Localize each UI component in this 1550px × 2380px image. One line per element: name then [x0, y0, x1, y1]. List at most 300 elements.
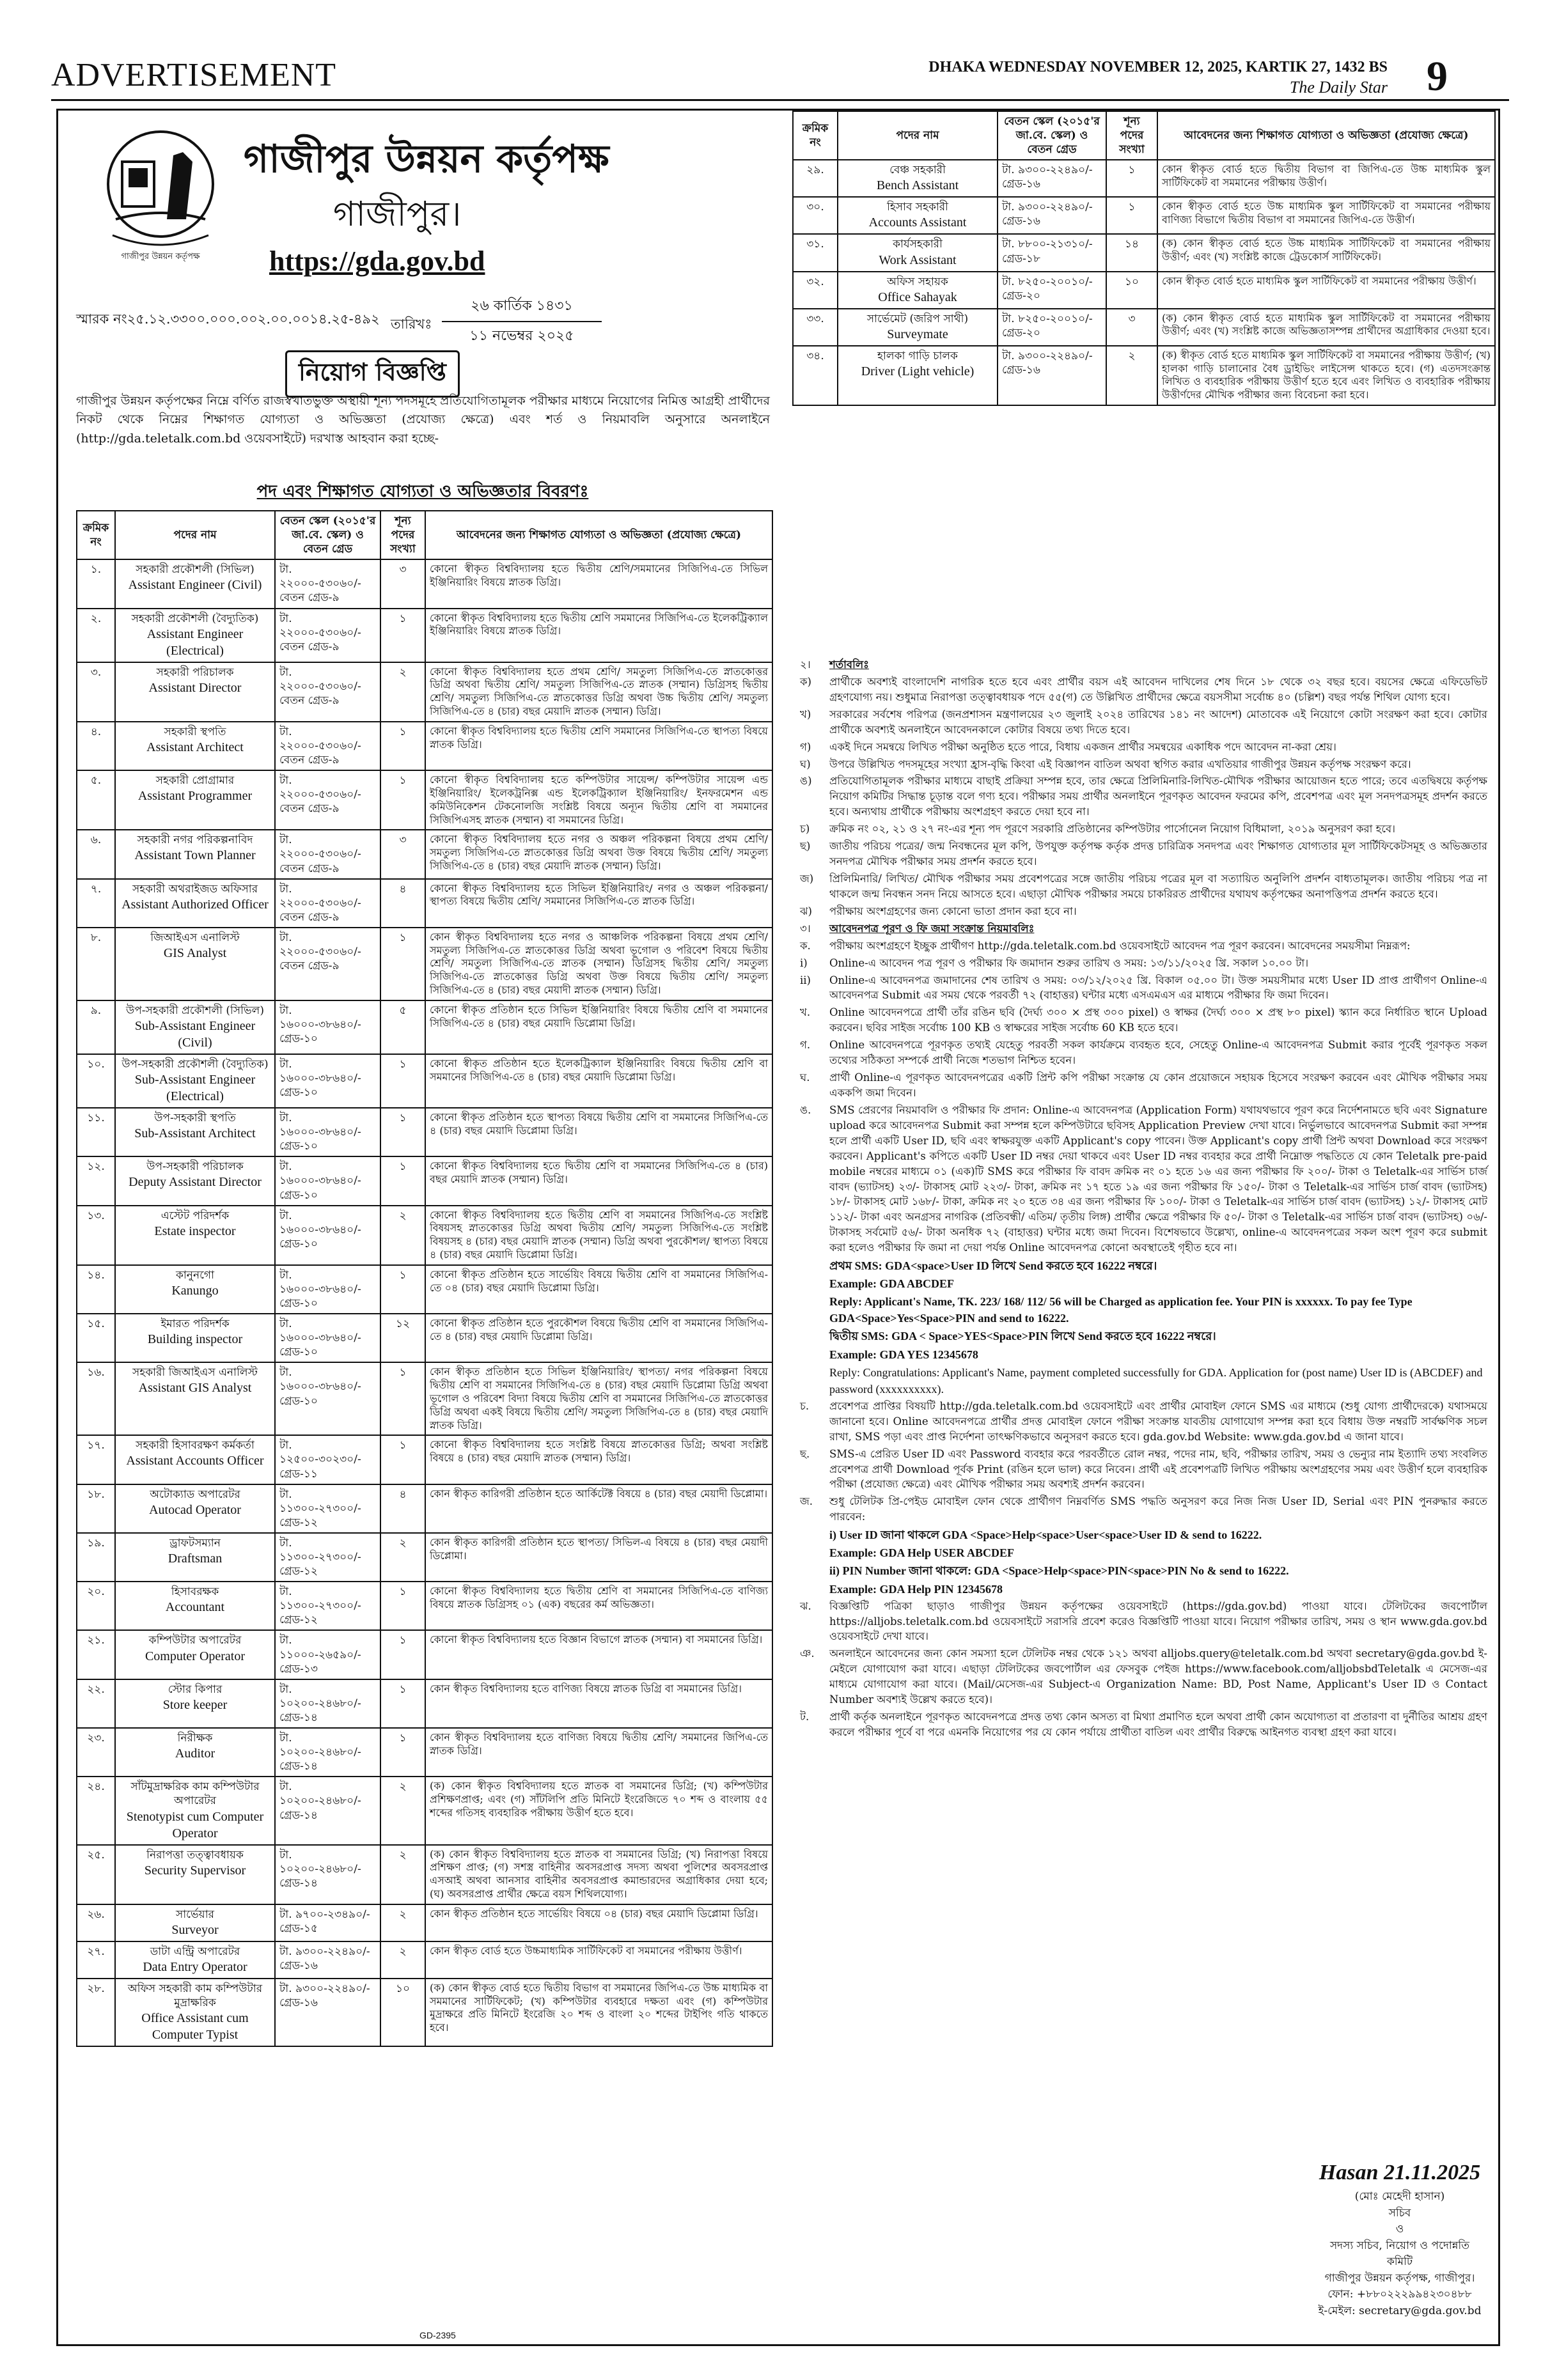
table-row [77, 1777, 772, 1844]
dateline: DHAKA WEDNESDAY NOVEMBER 12, 2025, KARTIK 27, 1432 BS [928, 59, 1388, 75]
requirement-cell: কোনো স্বীকৃত বিশ্ববিদ্যালয় হতে দ্বিতীয় শ্রেণি বা সমমানের সিজিপিএ-তে সংশ্লিষ্ট বিষয়সহ স্নাতকোত্তর ডিগ্রি অথবা দ্বিতীয় শ্রেণি/ সমতুল্য সিজিপিএ-তে সংশ্লিষ্ট বিষয়সহ ৪ (চার) বছর মেয়াদি স্নাতক (সম্মান) ডিগ্রি অথবা পুরকৌশল/ স্থাপত্য বিষয়ে ৪ (চার) বছর মেয়াদি ডিপ্লোমা ডিগ্রি। [425, 1206, 772, 1265]
term-item [800, 757, 1487, 772]
requirement-cell: কোন স্বীকৃত বোর্ড হতে উচ্চ মাধ্যমিক স্কুল সার্টিফিকেট বা সমমানের পরীক্ষায় বাণিজ্য বিভাগে দ্বিতীয় বিভাগ বা সমমানের জিপিএ-তে উত্তীর্ণ। [1157, 197, 1495, 234]
serial-cell: ১৭. [77, 1435, 115, 1484]
table-row [77, 1435, 772, 1484]
vacancy-cell: ১ [380, 1362, 425, 1435]
post-name-bn: কানুনগো [175, 1268, 215, 1282]
vacancy-cell: ২ [380, 1777, 425, 1844]
table-row [77, 559, 772, 608]
term-item [800, 1599, 1487, 1645]
post-cell [115, 1533, 275, 1582]
term-item [800, 956, 1487, 971]
post-cell [115, 1941, 275, 1979]
post-name-bn: অফিস সহায়ক [887, 275, 948, 288]
post-name-bn: উপ-সহকারী স্থপতি [154, 1112, 236, 1125]
term-item [800, 774, 1487, 820]
col-requirement: আবেদনের জন্য শিক্ষাগত যোগ্যতা ও অভিজ্ঞতা (প্রযোজ্য ক্ষেত্রে) [1157, 111, 1495, 160]
signatory-name: (মোঃ মেহেদী হাসান) [1354, 2190, 1445, 2203]
serial-cell: ২১. [77, 1630, 115, 1679]
table-row [77, 1054, 772, 1108]
post-cell [838, 272, 998, 309]
requirement-cell: কোনো স্বীকৃত বিশ্ববিদ্যালয় হতে বিজ্ঞান বিভাগে স্নাতক (সম্মান) বা সমমানের ডিগ্রি। [425, 1630, 772, 1679]
serial-cell: ১৮. [77, 1484, 115, 1533]
term-key: ছ) [800, 840, 811, 853]
requirement-cell: কোনো স্বীকৃত বিশ্ববিদ্যালয় হতে প্রথম শ্রেণি/ সমতুল্য সিজিপিএ-তে স্নাতকোত্তর ডিগ্রি অথবা দ্বিতীয় শ্রেণি/ সমতুল্য সিজিপিএ-তে স্নাতক (সম্মান) ডিগ্রিসহ দ্বিতীয় শ্রেণি/ সমতুল্য সিজিপিএ-তে স্নাতকোত্তর ডিগ্রি অথবা উচ্চ দ্বিতীয় শ্রেণি/ সমতুল্য সিজিপিএ-তে ৪ (চার) বছর মেয়াদি স্নাতক (সম্মান) ডিগ্রি। [425, 662, 772, 722]
term-item [800, 839, 1487, 869]
requirement-cell: কোনো স্বীকৃত বিশ্ববিদ্যালয় হতে সিভিল ইঞ্জিনিয়ারিং/ নগর ও অঞ্চল পরিকল্পনা/ স্থাপত্য বিষয়ে দ্বিতীয় শ্রেণি/ সমমানের সিজিপিএ-তে স্নাতক ডিগ্রি। [425, 879, 772, 928]
posts-body-left [77, 559, 772, 2046]
requirement-cell: কোনো স্বীকৃত প্রতিষ্ঠান হতে সার্ভেয়িং বিষয়ে দ্বিতীয় শ্রেণি বা সমমানের সিজিপিএ-তে ০৪ (চার) বছর মেয়াদি ডিপ্লোমা ডিগ্রি। [425, 1265, 772, 1314]
post-cell [115, 1728, 275, 1777]
serial-cell: ২৭. [77, 1941, 115, 1979]
signature-block [1317, 2156, 1483, 2319]
scale-cell: টা. ১২৫০০-৩০২৩০/- গ্রেড-১১ [275, 1435, 380, 1484]
post-cell [115, 722, 275, 770]
post-name-en: Data Entry Operator [143, 1959, 247, 1974]
scale-cell: টা. ১১৩০০-২৭৩০০/- গ্রেড-১২ [275, 1484, 380, 1533]
post-cell [115, 1630, 275, 1679]
table-row [77, 662, 772, 722]
requirement-cell: কোনো স্বীকৃত বিশ্ববিদ্যালয় হতে নগর ও অঞ্চল পরিকল্পনা বিষয়ে প্রথম শ্রেণি/ সমতুল্য সিজিপিএ-তে স্নাতকোত্তর ডিগ্রি অথবা উক্ত বিষয়ে দ্বিতীয় শ্রেণি/ সমতুল্য সিজিপিএ-তে ৪ (চার) বছর মেয়াদি স্নাতক (সম্মান) ডিগ্রি। [425, 830, 772, 878]
term-text: জাতীয় পরিচয় পত্রের/ জন্ম নিবন্ধনের মূল কপি, উপযুক্ত কর্তৃপক্ষ কর্তৃক প্রদত্ত চারিত্রিক সনদপত্র এবং শিক্ষাগত যোগ্যতার মূল সার্টিফিকেটসমূহ ও অভিজ্ঞতার সনদপত্র মৌখিক পরীক্ষার সময় প্রদর্শন করতে হবে। [829, 840, 1487, 868]
notice-title: নিয়োগ বিজ্ঞপ্তি [285, 350, 460, 398]
post-name-bn: সাঁটমুদ্রাক্ষরিক কাম কম্পিউটার অপারেটর [130, 1780, 260, 1808]
vacancy-cell: ২ [380, 1904, 425, 1941]
post-name-bn: হিসাবরক্ষক [171, 1585, 219, 1599]
newspaper-name: The Daily Star [1289, 78, 1388, 97]
post-name-bn: সার্ভেমেট (জরিপ সাথী) [866, 312, 969, 325]
term-item [800, 674, 1487, 705]
vacancy-cell: ১ [380, 1265, 425, 1314]
requirement-cell: কোনো স্বীকৃত প্রতিষ্ঠান হতে সিভিল ইঞ্জিনিয়ারিং বিষয়ে দ্বিতীয় শ্রেণি বা সমমানের সিজিপিএ-তে ৪ (চার) বছর মেয়াদি ডিপ্লোমা ডিগ্রি। [425, 1000, 772, 1054]
signatory-org: গাজীপুর উন্নয়ন কর্তৃপক্ষ, গাজীপুর। [1324, 2271, 1475, 2285]
post-name-bn: হিসাব সহকারী [886, 201, 949, 214]
scale-cell: টা. ৯৩০০-২২৪৯০/- গ্রেড-১৬ [998, 160, 1106, 197]
scale-cell: টা. ১১৩০০-২৭৩০০/- গ্রেড-১২ [275, 1582, 380, 1630]
post-name-en: Draftsman [168, 1552, 223, 1566]
table-row [793, 234, 1495, 271]
sms-reply-1: Reply: Applicant's Name, TK. 223/ 168/ 112/ 56 will be Charged as application fee. Your PIN is xxxxxx. To pay fee Type GDA<Space>Yes<Space>PIN and send to 16222. [829, 1295, 1413, 1325]
term-key: চ. [800, 1399, 810, 1412]
term-key: ঝ. [800, 1599, 811, 1612]
table-row [77, 770, 772, 830]
table-row [77, 1904, 772, 1941]
term-key: ছ. [800, 1447, 810, 1460]
post-name-bn: অটোক্যাড অপারেটর [150, 1488, 240, 1501]
serial-cell: ৬. [77, 830, 115, 878]
col-vacancy: শূন্য পদের সংখ্যা [1106, 111, 1157, 160]
post-cell [115, 1777, 275, 1844]
term-text: উপরে উল্লিখিত পদসমূহের সংখ্যা হ্রাস-বৃদ্ধি কিংবা এই বিজ্ঞাপন বাতিল অথবা স্থগিত করার এখতিয়ার গাজীপুর উন্নয়ন কর্তৃপক্ষ সংরক্ষণ করে। [829, 758, 1411, 770]
scale-cell: টা. ৯৩০০-২২৪৯০/- গ্রেড-১৬ [275, 1979, 380, 2046]
term-text: প্রার্থীকে অবশ্যই বাংলাদেশি নাগরিক হতে হবে এবং প্রার্থীর বয়স এই আবেদন দাখিলের শেষ দিনে ১৮ থেকে ৩২ বছর হবে। বয়সের ক্ষেত্রে এফিডেভিট গ্রহণযোগ্য নয়। শুধুমাত্র নিরাপত্তা তত্ত্বাবধায়ক পদে ৫৫(গ) তে উল্লিখিত প্রার্থীদের ক্ষেত্রে বয়সসীমা সর্বোচ্চ ৪০ (চল্লিশ) বছর পর্যন্ত শিথিল যোগ্য হবে। [829, 675, 1487, 703]
term-text: প্রিলিমিনারি/ লিখিত/ মৌখিক পরীক্ষার সময় প্রবেশপত্রের সঙ্গে জাতীয় পরিচয় পত্রের মূল বা সত্যায়িত অনুলিপি প্রদর্শন বাধ্যতামূলক। জাতীয় পরিচয় পত্র না থাকলে জন্ম নিবন্ধন সনদ নিয়ে আসতে হবে। এছাড়া মৌখিক পরীক্ষার সময়ে চাকরিরত প্রার্থীদের যথাযথ কর্তৃপক্ষের অনাপত্তিপত্র প্রদর্শন করতে হবে। [829, 872, 1487, 900]
sms-reply-2: Reply: Congratulations: Applicant's Name, payment completed successfully for GDA. Application for (post name) User ID is (ABCDEF) and password (xxxxxxxxxx). [829, 1365, 1483, 1396]
vacancy-cell: ১ [1106, 160, 1157, 197]
scale-cell: টা. ১১৩০০-২৭৩০০/- গ্রেড-১২ [275, 1533, 380, 1582]
table-row [77, 1156, 772, 1205]
org-website-link[interactable]: https://gda.gov.bd [269, 245, 485, 277]
requirement-cell: কোনো স্বীকৃত বিশ্ববিদ্যালয় হতে দ্বিতীয় শ্রেণি সমমানের সিজিপিএ-তে ইলেকট্রিক্যাল ইঞ্জিনিয়ারিং বিষয়ে স্নাতক ডিগ্রি। [425, 609, 772, 662]
table-row [793, 197, 1495, 234]
vacancy-cell: ২ [380, 1845, 425, 1904]
scale-cell: টা. ১৬০০০-৩৮৬৪০/- গ্রেড-১০ [275, 1362, 380, 1435]
requirement-cell: কোন স্বীকৃত বিশ্ববিদ্যালয় হতে নগর ও আঞ্চলিক পরিকল্পনা বিষয়ে প্রথম শ্রেণি/ সমতুল্য সিজিপিএ-তে স্নাতকোত্তর ডিগ্রি অথবা ভূগোল ও পরিবেশ বিষয়ে দ্বিতীয় শ্রেণি/ সমতুল্য সিজিপিএ-তে স্নাতক (সম্মান) ডিগ্রিসহ দ্বিতীয় শ্রেণি/ সমতুল্য সিজিপিএ-তে স্নাতকোত্তর ডিগ্রি অথবা উক্ত বিষয়ে দ্বিতীয় শ্রেণি/ সমতুল্য সিজিপিএ-তে ৪ (চার) বছর মেয়াদী স্নাতক (সম্মান) ডিগ্রি। [425, 928, 772, 1000]
post-name-en: Assistant Town Planner [134, 848, 256, 863]
table-row [77, 1728, 772, 1777]
post-name-bn: সহকারী প্রকৌশলী (বৈদ্যুতিক) [131, 612, 259, 625]
vacancy-cell: ৪ [380, 1484, 425, 1533]
term-key: জ) [800, 872, 814, 885]
scale-cell: টা. ৯৩০০-২২৪৯০/- গ্রেড-১৬ [275, 1941, 380, 1979]
vacancy-cell: ১ [380, 722, 425, 770]
left-column [58, 111, 787, 2344]
requirement-cell: কোনো স্বীকৃত বিশ্ববিদ্যালয় হতে দ্বিতীয় শ্রেণি সমমানের সিজিপিএ-তে স্থাপত্য বিষয়ে স্নাতক ডিগ্রি। [425, 722, 772, 770]
post-name-bn: জিআইএস এনালিস্ট [150, 931, 240, 944]
table-row [77, 1979, 772, 2046]
requirement-cell: কোনো স্বীকৃত বিশ্ববিদ্যালয় হতে সংশ্লিষ্ট বিষয়ে স্নাতকোত্তর ডিগ্রি; অথবা সংশ্লিষ্ট বিষয়ে ৪ (চার) বছর মেয়াদি স্নাতক (সম্মান) ডিগ্রি। [425, 1435, 772, 1484]
apply-heading: ৩। আবেদনপত্র পূরণ ও ফি জমা সংক্রান্ত নিয়মাবলিঃ [800, 922, 1035, 935]
table-row [77, 1845, 772, 1904]
post-name-bn: সহকারী প্রকৌশলী (সিভিল) [136, 563, 254, 577]
term-text: একই দিনে সমন্বয়ে লিখিত পরীক্ষা অনুষ্ঠিত হতে পারে, বিধায় একজন প্রার্থীর সমন্বয়ের একাধিক পদে আবেদন না-করা শ্রেয়। [829, 740, 1336, 753]
requirement-cell: কোন স্বীকৃত বিশ্ববিদ্যালয় হতে বাণিজ্য বিষয়ে স্নাতক ডিগ্রি বা সমমানের ডিগ্রি। [425, 1679, 772, 1728]
requirement-cell: কোনো স্বীকৃত প্রতিষ্ঠান হতে স্থাপত্য বিষয়ে দ্বিতীয় শ্রেণি বা সমমানের সিজিপিএ-তে ৪ (চার) বছর মেয়াদি ডিপ্লোমা ডিগ্রি। [425, 1108, 772, 1156]
term-item [800, 740, 1487, 755]
term-item [800, 1038, 1487, 1068]
post-cell [115, 1435, 275, 1484]
post-name-en: Accountant [165, 1600, 225, 1615]
requirement-cell: (ক) কোন স্বীকৃত বোর্ড হতে দ্বিতীয় বিভাগ বা সমমানের জিপিএ-তে উচ্চ মাধ্যমিক বা সমমানের সার্টিফিকেট; (খ) কম্পিউটার ব্যবহারে দক্ষতা এবং (গ) কম্পিউটার মুদ্রাক্ষরে প্রতি মিনিটে ইংরেজি ২০ শব্দ ও বাংলা ২০ শব্দের টাইপিং গতি থাকতে হবে। [425, 1979, 772, 2046]
post-name-en: Bench Assistant [876, 178, 959, 193]
post-name-en: Store keeper [162, 1697, 228, 1712]
post-name-en: Auditor [175, 1746, 215, 1761]
serial-cell: ৮. [77, 928, 115, 1000]
term-text: প্রার্থী Online-এ পূরণকৃত আবেদনপত্রের একটি প্রিন্ট কপি পরীক্ষা সংক্রান্ত যে কোন প্রয়োজনে সহায়ক হিসেবে সংরক্ষণ করবেন এবং মৌখিক পরীক্ষার সময় এককপি জমা দিবেন। [829, 1071, 1487, 1099]
term-item [800, 938, 1487, 954]
post-name-en: Assistant Authorized Officer [121, 897, 269, 912]
post-name-bn: এস্টেট পরিদর্শক [160, 1209, 230, 1222]
post-name-en: Assistant Programmer [137, 789, 253, 804]
scale-cell: টা. ২২০০০-৫৩০৬০/- বেতন গ্রেড-৯ [275, 830, 380, 878]
serial-cell: ১২. [77, 1156, 115, 1205]
post-cell [115, 1679, 275, 1728]
post-cell [838, 346, 998, 405]
post-cell [115, 662, 275, 722]
post-name-en: Accounts Assistant [868, 215, 967, 230]
vacancy-cell: ১ [380, 1054, 425, 1108]
requirement-cell: কোন স্বীকৃত প্রতিষ্ঠান হতে সিভিল ইঞ্জিনিয়ারিং/ স্থাপত্য/ নগর পরিকল্পনা বিষয়ে দ্বিতীয় শ্রেণি বা সমমানের সিজিপিএ-তে ৪ (চার) বছর মেয়াদি ডিপ্লোমা ডিগ্রি অথবা ভূগোল ও পরিবেশ বিদ্যা বিষয়ে দ্বিতীয় শ্রেণি বা সমমানের সিজিপিএ-তে স্নাতকোত্তর ডিগ্রি অথবা একই বিষয়ে দ্বিতীয় শ্রেণি/ সমতুল্য সিজিপিএ-তে ৪ (চার) বছর মেয়াদি স্নাতক ডিগ্রি। [425, 1362, 772, 1435]
post-cell [115, 1904, 275, 1941]
serial-cell: ১৩. [77, 1206, 115, 1265]
post-name-bn: সহকারী হিসাবরক্ষণ কর্মকর্তা [136, 1439, 254, 1452]
requirement-cell: (ক) স্বীকৃত বোর্ড হতে মাধ্যমিক স্কুল সার্টিফিকেট বা সমমানের পরীক্ষায় উত্তীর্ণ; (খ) হালকা গাড়ি চালানোর বৈধ ড্রাইভিং লাইসেন্স থাকতে হবে। (গ) এতদসংক্রান্ত লিখিত ও ব্যবহারিক পরীক্ষায় উত্তীর্ণ হতে হবে এবং লিখিত ও ব্যবহারিক পরীক্ষায় উত্তীর্ণদের মৌখিক পরীক্ষার জন্য বিবেচনা করা হবে। [1157, 346, 1495, 405]
post-cell [115, 1979, 275, 2046]
vacancy-cell: ৫ [380, 1000, 425, 1054]
scale-cell: টা. ১৬০০০-৩৮৬৪০/- গ্রেড-১০ [275, 1054, 380, 1108]
post-cell [115, 1265, 275, 1314]
vacancy-cell: ১ [380, 1156, 425, 1205]
signatory-email: ই-মেইল: secretary@gda.gov.bd [1318, 2304, 1482, 2317]
scale-cell: টা. ২২০০০-৫৩০৬০/- বেতন গ্রেড-৯ [275, 609, 380, 662]
post-name-bn: কম্পিউটার অপারেটর [148, 1634, 242, 1647]
post-name-en: Sub-Assistant Engineer (Electrical) [134, 1073, 256, 1104]
post-cell [115, 1108, 275, 1156]
term-item [800, 1399, 1487, 1445]
signatory-title: সচিব [1388, 2206, 1411, 2220]
post-name-en: Security Supervisor [144, 1863, 246, 1878]
col-serial: ক্রমিক নং [793, 111, 838, 160]
scale-cell: টা. ৮২৫০-২০০১০/- গ্রেড-২০ [998, 272, 1106, 309]
post-name-en: Sub-Assistant Architect [134, 1126, 256, 1141]
serial-cell: ৯. [77, 1000, 115, 1054]
post-cell [115, 1845, 275, 1904]
term-text: শুধু টেলিটক প্রি-পেইড মোবাইল ফোন থেকে প্রার্থীগণ নিম্নবর্ণিত SMS পদ্ধতি অনুসরণ করে নিজ নিজ User ID, Serial এবং PIN পুনরুদ্ধার করতে পারবেন: [829, 1495, 1487, 1523]
term-key: গ) [800, 740, 811, 753]
post-cell [115, 879, 275, 928]
post-cell [115, 830, 275, 878]
post-name-en: Work Assistant [879, 253, 957, 267]
vacancy-cell: ১ [380, 1630, 425, 1679]
post-name-bn: বেঞ্চ সহকারী [889, 164, 946, 177]
vacancy-cell: ১২ [380, 1314, 425, 1362]
requirement-cell: (ক) কোন স্বীকৃত বোর্ড হতে মাধ্যমিক স্কুল সার্টিফিকেট বা সমমানের পরীক্ষায় উত্তীর্ণ; এবং (খ) সংশ্লিষ্ট কাজে অভিজ্ঞতাসম্পন্ন প্রার্থীদের অগ্রাধিকার দেওয়া হবে। [1157, 309, 1495, 346]
table-row [793, 272, 1495, 309]
table-row [77, 928, 772, 1000]
term-text: সরকারের সর্বশেষ পরিপত্র (জনপ্রশাসন মন্ত্রণালয়ের ২৩ জুলাই ২০২৪ তারিখের ১৪১ নং আদেশ) মোতাবেক এই নিয়োগে কোটা সংরক্ষণ করা হবে। কোটার প্রার্থীকে অবশ্যই অনলাইনে আবেদনকালে কোটার বিষয়ে তথ্য দিতে হবে। [829, 708, 1487, 736]
serial-cell: ২৮. [77, 1979, 115, 2046]
requirement-cell: কোন স্বীকৃত বোর্ড হতে দ্বিতীয় বিভাগ বা জিপিএ-তে উচ্চ মাধ্যমিক স্কুল সার্টিফিকেট বা সমমানের পরীক্ষায় উত্তীর্ণ। [1157, 160, 1495, 197]
table-row [77, 1206, 772, 1265]
term-text: প্রতিযোগিতামূলক পরীক্ষার মাধ্যমে বাছাই প্রক্রিয়া সম্পন্ন হবে, তার ক্ষেত্রে প্রিলিমিনারি-লিখিত-মৌখিক পরীক্ষার আয়োজন হতে পারে; তবে এতদ্বিষয়ে কর্তৃপক্ষ নিয়োগ কমিটির সিদ্ধান্ত চূড়ান্ত বলে গণ্য হবে। পরীক্ষার সময় প্রার্থীর অনলাইনে পূরণকৃত আবেদন ফরমের কপি, প্রবেশপত্র এবং মূল সনদপত্রসমূহ প্রদর্শন করতে হবে। অন্যথায় প্রার্থীকে পরীক্ষায় অংশগ্রহণ করতে দেয়া হবে না। [829, 775, 1487, 818]
term-item [800, 871, 1487, 902]
page-number: 9 [1427, 53, 1448, 100]
sms-help-pin: ii) PIN Number জানা থাকলে: GDA <Space>Help<space>PIN<space>PIN No & send to 16222. [829, 1564, 1289, 1578]
term-text: SMS-এ প্রেরিত User ID এবং Password ব্যবহার করে পরবর্তীতে রোল নম্বর, পদের নাম, ছবি, পরীক্ষার তারিখ, সময় ও ভেন্যুর নাম ইত্যাদি তথ্য সংবলিত প্রবেশপত্র প্রার্থী Download পূর্বক Print (রঙিন হলে ভাল) করে নিবেন। প্রার্থী এই প্রবেশপত্রটি লিখিত পরীক্ষায় অংশগ্রহণের সময় এবং উত্তীর্ণ হলে ব্যবহারিক পরীক্ষা (প্রযোজ্য ক্ষেত্রে) এবং মৌখিক পরীক্ষার সময় অবশ্যই প্রদর্শন করবেন। [829, 1447, 1487, 1491]
table-row [77, 830, 772, 878]
vacancy-cell: ১ [380, 770, 425, 830]
term-item [800, 1447, 1487, 1493]
serial-cell: ১৬. [77, 1362, 115, 1435]
post-name-en: Autocad Operator [149, 1502, 241, 1517]
scale-cell: টা. ১৬০০০-৩৮৬৪০/- গ্রেড-১০ [275, 1108, 380, 1156]
post-name-en: Assistant Architect [146, 740, 244, 754]
serial-cell: ১৪. [77, 1265, 115, 1314]
vacancy-cell: ২ [380, 662, 425, 722]
term-text: পরীক্ষায় অংশগ্রহণের জন্য কোনো ভাতা প্রদান করা হবে না। [829, 905, 1077, 917]
col-requirement: আবেদনের জন্য শিক্ষাগত যোগ্যতা ও অভিজ্ঞতা (প্রযোজ্য ক্ষেত্রে) [425, 511, 772, 559]
table-row [77, 1265, 772, 1314]
serial-cell: ৫. [77, 770, 115, 830]
term-text: Online আবেদনপত্রে পূরণকৃত তথ্যই যেহেতু পরবর্তী সকল কার্যক্রমে ব্যবহৃত হবে, সেহেতু Online-এ আবেদনপত্র Submit করার পূর্বেই পূরণকৃত সকল তথ্যের সঠিকতা সম্পর্কে প্রার্থী নিজে শতভাগ নিশ্চিত হবেন। [829, 1039, 1487, 1067]
requirement-cell: কোন স্বীকৃত বোর্ড হতে মাধ্যমিক স্কুল সার্টিফিকেট বা সমমানের পরীক্ষায় উত্তীর্ণ। [1157, 272, 1495, 309]
vacancy-cell: ৩ [1106, 309, 1157, 346]
post-cell [838, 160, 998, 197]
post-name-bn: ড্রাফটসম্যান [169, 1536, 221, 1550]
col-scale: বেতন স্কেল (২০১৫'র জা.বে. স্কেল) ও বেতন গ্রেড [275, 511, 380, 559]
post-cell [115, 609, 275, 662]
terms-heading: ২। শর্তাবলিঃ [800, 658, 869, 671]
requirement-cell: কোন স্বীকৃত কারিগরী প্রতিষ্ঠান হতে আর্কিটেক্ট বিষয়ে ৪ (চার) বছর মেয়াদী ডিপ্লোমা। [425, 1484, 772, 1533]
term-text: Online-এ আবেদন পত্র পূরণ ও পরীক্ষার ফি জমাদান শুরুর তারিখ ও সময়: ১৩/১১/২০২৫ খ্রি. সকাল ১০.০০ টা। [829, 956, 1309, 969]
post-name-bn: নিরীক্ষক [177, 1732, 213, 1745]
requirement-cell: কোনো স্বীকৃত বিশ্ববিদ্যালয় হতে দ্বিতীয় শ্রেণি বা সমমানের সিজিপিএ-তে বাণিজ্য বিষয়ে স্নাতক ডিগ্রিসহ ০১ (এক) বছরের কর্ম অভিজ্ঞতা। [425, 1582, 772, 1630]
post-name-en: GIS Analyst [163, 945, 227, 960]
requirement-cell: কোন স্বীকৃত বোর্ড হতে উচ্চমাধ্যমিক সার্টিফিকেট বা সমমানের পরীক্ষায় উত্তীর্ণ। [425, 1941, 772, 1979]
post-name-en: Stenotypist cum Computer Operator [126, 1809, 264, 1840]
post-name-en: Office Sahayak [878, 290, 957, 304]
posts-body-right [793, 160, 1495, 405]
post-name-en: Deputy Assistant Director [129, 1175, 262, 1190]
post-name-bn: সহকারী প্রোগ্রামার [155, 774, 235, 788]
post-name-bn: সহকারী নগর পরিকল্পনাবিদ [137, 834, 253, 847]
term-item [800, 1070, 1487, 1101]
serial-cell: ৭. [77, 879, 115, 928]
post-name-bn: হালকা গাড়ি চালক [877, 349, 958, 362]
col-vacancy: শূন্য পদের সংখ্যা [380, 511, 425, 559]
post-name-en: Computer Operator [145, 1649, 246, 1663]
table-row [77, 1484, 772, 1533]
post-name-en: Assistant Director [148, 680, 242, 695]
term-item [800, 904, 1487, 919]
table-row [793, 346, 1495, 405]
memo-number: স্মারক নং২৫.১২.৩৩০০.০০০.০০২.০০.০০১৪.২৫-৪৯২ [76, 311, 380, 327]
serial-cell: ২৬. [77, 1904, 115, 1941]
col-post: পদের নাম [115, 511, 275, 559]
post-name-bn: অফিস সহকারী কাম কম্পিউটার মুদ্রাক্ষরিক [127, 1982, 263, 2009]
scale-cell: টা. ১৬০০০-৩৮৬৪০/- গ্রেড-১০ [275, 1314, 380, 1362]
scale-cell: টা. ২২০০০-৫৩০৬০/- বেতন গ্রেড-৯ [275, 879, 380, 928]
term-text: প্রবেশপত্র প্রাপ্তির বিষয়টি http://gda.teletalk.com.bd ওয়েবসাইটে এবং প্রার্থীর মোবাইল ফোনে SMS এর মাধ্যমে (শুধু যোগ্য প্রার্থীদেরকে) যথাসময়ে জানানো হবে। Online আবেদনপত্রে প্রার্থীর প্রদত্ত মোবাইল ফোনে পরীক্ষা সংক্রান্ত যাবতীয় যোগাযোগ সম্পন্ন করা হবে বিধায় উক্ত নম্বরটি সার্বক্ষণিক সচল রাখা, SMS পড়া এবং প্রাপ্ত নির্দেশনা তাৎক্ষণিকভাবে অনুসরণ করতে হবে। gda.gov.bd Website: www.gda.gov.bd এ জানা যাবে। [829, 1399, 1487, 1443]
term-key: জ. [800, 1495, 813, 1508]
vacancy-cell: ১ [380, 1108, 425, 1156]
sms-example-1: Example: GDA ABCDEF [829, 1277, 955, 1291]
vacancy-cell: ৪ [380, 879, 425, 928]
last-list [800, 1599, 1487, 1740]
scale-cell: টা. ১৬০০০-৩৮৬৪০/- গ্রেড-১০ [275, 1156, 380, 1205]
post-cell [115, 770, 275, 830]
post-name-bn: উপ-সহকারী প্রকৌশলী (বৈদ্যুতিক) [121, 1057, 269, 1071]
sms-second: দ্বিতীয় SMS: GDA < Space>YES<Space>PIN লিখে Send করতে হবে 16222 নম্বরে। [829, 1330, 1216, 1343]
scale-cell: টা. ৯৩০০-২২৪৯০/- গ্রেড-১৬ [998, 197, 1106, 234]
scale-cell: টা. ১০২০০-২৪৬৮০/- গ্রেড-১৪ [275, 1728, 380, 1777]
scale-cell: টা. ১১০০০-২৬৫৯০/- গ্রেড-১৩ [275, 1630, 380, 1679]
post-name-en: Assistant Engineer (Civil) [128, 578, 262, 593]
serial-cell: ৩৪. [793, 346, 838, 405]
requirement-cell: কোনো স্বীকৃত প্রতিষ্ঠান হতে পুরকৌশল বিষয়ে দ্বিতীয় শ্রেণি বা সমমানের সিজিপিএ-তে ৪ (চার) বছর মেয়াদি ডিপ্লোমা ডিগ্রি। [425, 1314, 772, 1362]
table-row [793, 160, 1495, 197]
term-item [800, 973, 1487, 1004]
ad-code: GD-2395 [419, 2330, 456, 2340]
serial-cell: ১১. [77, 1108, 115, 1156]
table-row [77, 609, 772, 662]
term-text: বিজ্ঞপ্তিটি পত্রিকা ছাড়াও গাজীপুর উন্নয়ন কর্তৃপক্ষের ওয়েবসাইটে (https://gda.gov.bd) পাওয়া যাবে। টেলিটকের জবপোর্টাল https://alljobs.teletalk.com.bd ওয়েবসাইটে সরাসরি প্রবেশ করেও বিজ্ঞপ্তিটি পাওয়া যাবে। নিয়োগ পরীক্ষার তারিখ, সময় ও স্থান www.gda.gov.bd ওয়েবসাইটে দেখা যাবে। [829, 1599, 1487, 1643]
org-name: গাজীপুর উন্নয়ন কর্তৃপক্ষ [244, 137, 609, 182]
vacancy-cell: ১ [380, 1435, 425, 1484]
requirement-cell: কোন স্বীকৃত প্রতিষ্ঠান হতে সার্ভেয়িং বিষয়ে ০৪ (চার) বছর মেয়াদি ডিপ্লোমা ডিগ্রি। [425, 1904, 772, 1941]
table-row [77, 1314, 772, 1362]
col-post: পদের নাম [838, 111, 998, 160]
term-key: ঝ) [800, 905, 812, 917]
requirement-cell: (ক) কোন স্বীকৃত বোর্ড হতে উচ্চ মাধ্যমিক সার্টিফিকেট বা সমমানের পরীক্ষায় উত্তীর্ণ; এবং (খ) সংশ্লিষ্ট কাজে ট্রেডকোর্স সার্টিফিকেট। [1157, 234, 1495, 271]
date-gregorian: ১১ নভেম্বর ২০২৫ [469, 328, 574, 344]
vacancy-cell: ১৪ [1106, 234, 1157, 271]
vacancy-cell: ২ [380, 1533, 425, 1582]
post-cell [115, 1314, 275, 1362]
post-cell [115, 1054, 275, 1108]
requirement-cell: কোনো স্বীকৃত বিশ্ববিদ্যালয় হতে দ্বিতীয় শ্রেণি/সমমানের সিজিপিএ-তে সিভিল ইঞ্জিনিয়ারিং বিষয়ে স্নাতক ডিগ্রি। [425, 559, 772, 608]
post-cell [838, 234, 998, 271]
post-name-en: Surveyor [171, 1922, 219, 1937]
vacancy-cell: ১ [380, 1582, 425, 1630]
scale-cell: টা. ১০২০০-২৪৬৮০/- গ্রেড-১৪ [275, 1679, 380, 1728]
sms-first: প্রথম SMS: GDA<space>User ID লিখে Send করতে হবে 16222 নম্বরে। [829, 1259, 1157, 1273]
vacancy-cell: ১ [1106, 197, 1157, 234]
requirement-cell: কোনো স্বীকৃত প্রতিষ্ঠান হতে ইলেকট্রিক্যাল ইঞ্জিনিয়ারিং বিষয়ে দ্বিতীয় শ্রেণি বা সমমানের সিজিপিএ-তে ৪ (চার) বছর মেয়াদি ডিপ্লোমা ডিগ্রি। [425, 1054, 772, 1108]
requirement-cell: (ক) কোন স্বীকৃত বিশ্ববিদ্যালয় হতে স্নাতক বা সমমানের ডিগ্রি; (খ) নিরাপত্তা বিষয়ে প্রশিক্ষণ প্রাপ্ত; (গ) সশস্ত্র বাহিনীর অবসরপ্রাপ্ত সদস্য অথবা পুলিশের অবসরপ্রাপ্ত এসআই অথবা আনসার বাহিনীর অবসরপ্রাপ্ত কমান্ডারদের অগ্রাধিকার দেয়া হবে; (ঘ) অবসরপ্রাপ্ত প্রার্থীর ক্ষেত্রে বয়স শিথিলযোগ্য। [425, 1845, 772, 1904]
term-key: ii) [800, 974, 811, 986]
vacancy-cell: ১০ [380, 1979, 425, 2046]
serial-cell: ২২. [77, 1679, 115, 1728]
post-cell [115, 1484, 275, 1533]
post-name-bn: ইমারত পরিদর্শক [160, 1318, 230, 1331]
post-name-en: Assistant GIS Analyst [138, 1381, 252, 1396]
post-cell [115, 1206, 275, 1265]
sms-example-4: Example: GDA Help PIN 12345678 [829, 1582, 1003, 1596]
term-text: অনলাইনে আবেদনের জন্য কোন সমস্যা হলে টেলিটক নম্বর থেকে ১২১ অথবা alljobs.query@teletalk.com.bd অথবা secretary@gda.gov.bd ই-মেইলে যোগাযোগ করা যাবে। এছাড়া টেলিটকের জবপোর্টাল এর ফেসবুক পেইজ https://www.facebook.com/alljobsbdTeletalk এ মেসেজ-এর মাধ্যমে যোগাযোগ করা যাবে। (Mail/মেসেজ-এর Subject-এ Organization Name: BD, Post Name, Applicant's User ID ও Contact Number অবশ্যই উল্লেখ করতে হবে)। [829, 1647, 1487, 1706]
notice-intro: গাজীপুর উন্নয়ন কর্তৃপক্ষের নিম্নে বর্ণিত রাজস্বখাতভুক্ত অস্থায়ী শূন্য পদসমূহে প্রতিযোগিতামূলক পরীক্ষার মাধ্যমে নিয়োগের নিমিত্ত আগ্রহী প্রার্থীদের নিকট থেকে নিম্নের শিক্ষাগত যোগ্যতা ও অভিজ্ঞতা (প্রযোজ্য ক্ষেত্রে) এবং শর্ত ও নিয়মাবলি অনুসারে অনলাইনে (http://gda.teletalk.com.bd ওয়েবসাইটে) দরখাস্ত আহবান করা হচ্ছে- [76, 394, 770, 446]
date-label: তারিখঃ [391, 316, 432, 332]
serial-cell: ৩০. [793, 197, 838, 234]
term-text: Online-এ আবেদনপত্র জমাদানের শেষ তারিখ ও সময়: ০৩/১২/২০২৫ খ্রি. বিকাল ০৫.০০ টা। উক্ত সময়সীমার মধ্যে User ID প্রাপ্ত প্রার্থীগণ Online-এ আবেদনপত্র Submit এর সময় থেকে পরবর্তী ৭২ (বাহাত্তর) ঘন্টার মধ্যে এসএমএস এর মাধ্যমে পরীক্ষার ফি জমা দিবেন। [829, 974, 1487, 1002]
post-cell [115, 1362, 275, 1435]
post-name-bn: সহকারী স্থপতি [164, 725, 226, 738]
post-name-en: Driver (Light vehicle) [861, 364, 975, 378]
serial-cell: ১৫. [77, 1314, 115, 1362]
posts-table-left [76, 510, 773, 2047]
svg-text:গাজীপুর উন্নয়ন কর্তৃপক্ষ: গাজীপুর উন্নয়ন কর্তৃপক্ষ [121, 252, 200, 261]
post-name-en: Sub-Assistant Engineer (Civil) [134, 1018, 256, 1050]
terms-list [800, 674, 1487, 919]
vacancy-cell: ১ [380, 928, 425, 1000]
post-cell [115, 1000, 275, 1054]
org-city: গাজীপুর। [333, 194, 462, 234]
term-key: খ. [800, 1006, 811, 1019]
term-item [800, 1494, 1487, 1525]
scale-cell: টা. ৮২৫০-২০০১০/- গ্রেড-২০ [998, 309, 1106, 346]
sms-help-userid: i) User ID জানা থাকলে GDA <Space>Help<space>User<space>User ID & send to 16222. [829, 1528, 1262, 1542]
signatory-phone: ফোন: +৮৮০২২২৯৯৪২৩০৪৮৮ [1327, 2288, 1472, 2301]
date-box [442, 292, 602, 351]
table-row [77, 1000, 772, 1054]
term-key: ক. [800, 939, 811, 952]
post-name-en: Building inspector [147, 1332, 243, 1347]
post-cell [115, 559, 275, 608]
gda-logo-icon [97, 123, 224, 264]
scale-cell: টা. ১০২০০-২৪৬৮০/- গ্রেড-১৪ [275, 1777, 380, 1844]
term-text: SMS প্রেরণের নিয়মাবলি ও পরীক্ষার ফি প্রদান: Online-এ আবেদনপত্র (Application Form) যথাযথভাবে পূরণ করে নির্দেশনামতে ছবি এবং Signature upload করে আবেদনপত্র Submit করা সম্পন্ন হলে কম্পিউটারে ছবিসহ Application Preview দেখা যাবে। নির্ভুলভাবে আবেদনপত্র Submit করা সম্পন্ন হলে প্রার্থী একটি User ID, ছবি এবং স্বাক্ষরযুক্ত একটি Applicant's copy পাবেন। উক্ত Applicant's copy প্রার্থী প্রিন্ট অথবা Download করে সংরক্ষণ করবেন। Applicant's কপিতে একটি User ID নম্বর দেয়া থাকবে এবং User ID নম্বর ব্যবহার করে প্রার্থী নিম্নোক্ত পদ্ধতিতে যে কোন Teletalk pre-paid mobile নম্বরের মাধ্যমে ০১ (এক)টি SMS করে পরীক্ষার ফি বাবদ ক্রমিক নং ০১ হতে ১৬ এর জন্য পরীক্ষার ফি ২০০/- টাকা ও Teletalk-এর সার্ভিস চার্জ বাবদ (ভ্যাটসহ) ২৩/- টাকাসহ মোট ২২৩/- টাকা, ক্রমিক নং ১৭ হতে ১৯ এর জন্য পরীক্ষার ফি ১৫০/- টাকা ও Teletalk-এর সার্ভিস চার্জ বাবদ (ভ্যাটসহ) ১৮/- টাকাসহ মোট ১৬৮/- টাকা, ক্রমিক নং ২০ হতে ৩৪ এর জন্য পরীক্ষার ফি ১০০/- টাকা ও Teletalk-এর সার্ভিস চার্জ বাবদ (ভ্যাটসহ) ১২/- টাকাসহ মোট ১১২/- টাকা এবং অনগ্রসর নাগরিক (প্রতিবন্ধী/ এতিম/ তৃতীয় লিঙ্গ) প্রার্থীর ক্ষেত্রে পরীক্ষার ফি ৫০/- টাকা ও Teletalk-এর সার্ভিস চার্জ বাবদ (ভ্যাটসহ) ০৬/- টাকাসহ সর্বমোট ৫৬/- টাকা অনধিক ৭২ (বাহাত্তর) ঘন্টার মধ্যে জমা দিবেন। বিশেষভাবে উল্লেখ্য, online-এ আবেদনপত্রের সকল অংশ পূরণ করে submit করা হলেও পরীক্ষার ফি জমা না দেয়া পর্যন্ত Online আবেদনপত্র কোনো অবস্থাতেই গৃহীত হবে না। [829, 1103, 1487, 1254]
signatory-committee: সদস্য সচিব, নিয়োগ ও পদোন্নতি কমিটি [1329, 2239, 1470, 2268]
scale-cell: টা. ৯৭০০-২৩৪৯০/- গ্রেড-১৫ [275, 1904, 380, 1941]
post-name-bn: সহকারী জিআইএস এনালিস্ট [132, 1366, 258, 1380]
vacancy-cell: ৩ [380, 559, 425, 608]
serial-cell: ১০. [77, 1054, 115, 1108]
term-text: Online আবেদনপত্রে প্রার্থী তাঁর রঙিন ছবি (দৈর্ঘ্য ৩০০ × প্রস্থ ৩০০ pixel) ও স্বাক্ষর (দৈর্ঘ্য ৩০০ × প্রস্থ ৮০ pixel) স্ক্যান করে নির্ধারিত স্থানে Upload করবেন। ছবির সাইজ সর্বোচ্চ 100 KB ও স্বাক্ষরের সাইজ সর্বোচ্চ 60 KB হতে হবে। [829, 1006, 1487, 1034]
serial-cell: ২৯. [793, 160, 838, 197]
scale-cell: টা. ২২০০০-৫৩০৬০/- বেতন গ্রেড-৯ [275, 928, 380, 1000]
scale-cell: টা. ২২০০০-৫৩০৬০/- বেতন গ্রেড-৯ [275, 559, 380, 608]
